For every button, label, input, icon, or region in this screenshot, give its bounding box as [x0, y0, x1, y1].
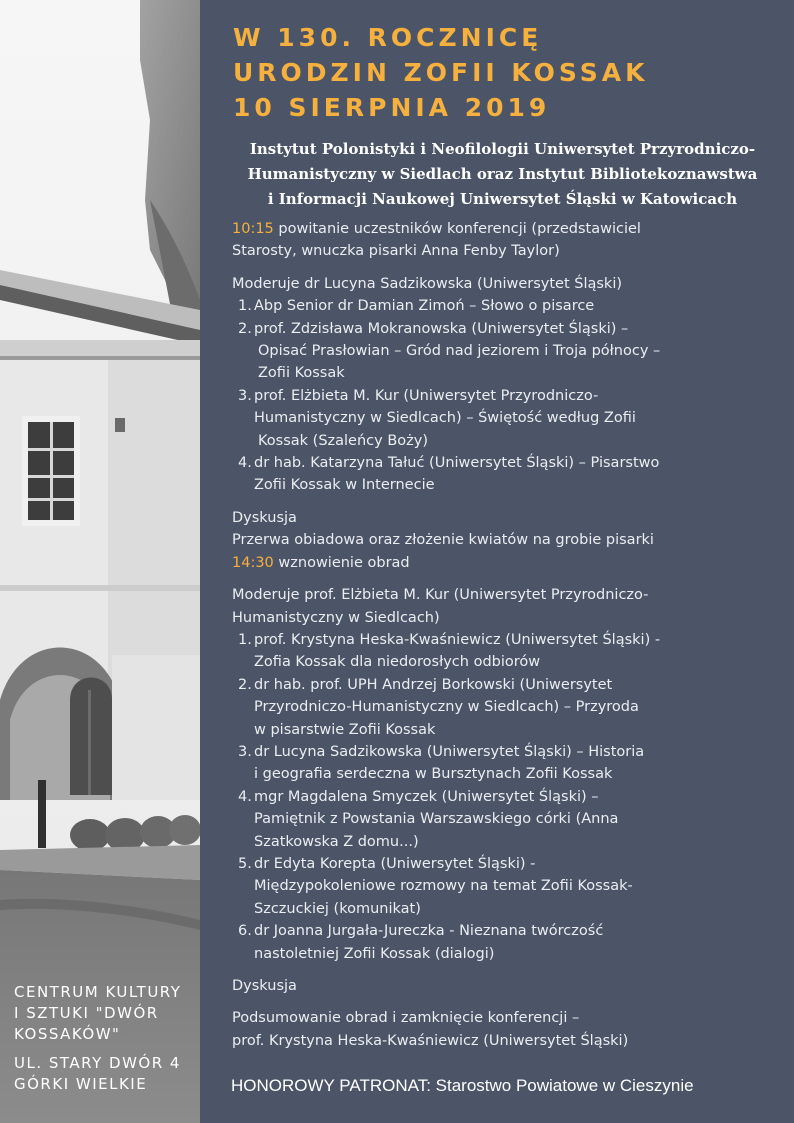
venue-caption — [14, 982, 181, 1095]
resume-text: wznowienie obrad — [273, 554, 410, 571]
session1-moderator: Moderuje dr Lucyna Sadzikowska (Uniwersytet Śląski) — [232, 275, 622, 292]
organizers — [230, 137, 775, 212]
opening-text: Starosty, wnuczka pisarki Anna Fenby Taylor) — [232, 243, 560, 260]
discussion-label: Dyskusja — [232, 509, 297, 526]
program-body — [232, 218, 777, 1052]
lunch-break: Przerwa obiadowa oraz złożenie kwiatów na grobie pisarki — [232, 532, 654, 549]
organizers-line: Instytut Polonistyki i Neofilologii Uniwersytet Przyrodniczo- — [249, 140, 756, 158]
title-line: URODZIN ZOFII KOSSAK — [233, 58, 649, 87]
session1-list — [232, 295, 777, 497]
list-item: 2. prof. Zdzisława Mokranowska (Uniwersytet Śląski) – Opisać Prasłowian – Gród nad jeziorem i Troja północy – Zofii Kossak — [238, 320, 661, 382]
opening-block — [232, 218, 777, 263]
opening-text: powitanie uczestników konferencji (przedstawiciel — [273, 221, 641, 237]
venue-line: CENTRUM KULTURY — [14, 983, 182, 1001]
title-line: 10 SIERPNIA 2019 — [233, 93, 551, 122]
page-title — [233, 20, 649, 125]
list-item: 5. dr Edyta Korepta (Uniwersytet Śląski) - Międzypokoleniowe rozmowy na temat Zofii Kossak- Szczuckiej (komunikat) — [238, 855, 633, 917]
title-line: W 130. ROCZNICĘ — [233, 23, 543, 52]
organizers-line: i Informacji Naukowej Uniwersytet Śląski w Katowicach — [267, 190, 738, 208]
venue-line: I SZTUKI "DWÓR — [14, 1004, 159, 1022]
venue-line: KOSSAKÓW" — [14, 1025, 121, 1043]
discussion-label: Dyskusja — [232, 978, 297, 994]
session2-list — [232, 629, 777, 965]
patronage: HONOROWY PATRONAT: Starostwo Powiatowe w Cieszynie — [231, 1076, 694, 1095]
closing-block: Podsumowanie obrad i zamknięcie konferencji – prof. Krystyna Heska-Kwaśniewicz (Uniwersytet Śląski) — [232, 1010, 629, 1049]
resume-block — [232, 552, 777, 574]
list-item: 6. dr Joanna Jurgała-Jureczka - Nieznana twórczość nastoletniej Zofii Kossak (dialogi) — [238, 923, 604, 962]
address-line: GÓRKI WIELKIE — [14, 1075, 148, 1093]
program-panel — [200, 0, 794, 1123]
resume-time: 14:30 — [232, 554, 274, 571]
session2-moderator: Moderuje prof. Elżbieta M. Kur (Uniwersytet Przyrodniczo- Humanistyczny w Siedlcach) — [232, 587, 649, 626]
organizers-line: Humanistyczny w Siedlach oraz Instytut Bibliotekoznawstwa — [247, 165, 758, 183]
venue-address — [14, 1053, 181, 1095]
opening-time: 10:15 — [232, 221, 274, 237]
list-item: 3. dr Lucyna Sadzikowska (Uniwersytet Śląski) – Historia i geografia serdeczna w Bursztynach Zofii Kossak — [238, 743, 645, 783]
list-item: 1. prof. Krystyna Heska-Kwaśniewicz (Uniwersytet Śląski) - Zofia Kossak dla niedorosłych odbiorów — [238, 631, 661, 671]
list-item: 4. mgr Magdalena Smyczek (Uniwersytet Śląski) – Pamiętnik z Powstania Warszawskiego córki (Anna Szatkowska Z domu...) — [238, 788, 619, 850]
list-item: 4. dr hab. Katarzyna Tałuć (Uniwersytet Śląski) – Pisarstwo Zofii Kossak w Internecie — [238, 455, 660, 494]
list-item: 3. prof. Elżbieta M. Kur (Uniwersytet Przyrodniczo- Humanistyczny w Siedlcach) – Świętość według Zofii Kossak (Szaleńcy Boży) — [238, 387, 636, 449]
list-item: 2. dr hab. prof. UPH Andrzej Borkowski (Uniwersytet Przyrodniczo-Humanistyczny w Siedlcach) – Przyroda w pisarstwie Zofii Kossak — [238, 676, 639, 738]
manor-illustration — [0, 0, 200, 1123]
list-item: 1. Abp Senior dr Damian Zimoń – Słowo o pisarce — [238, 298, 595, 315]
manor-photo — [0, 0, 200, 1123]
address-line: UL. STARY DWÓR 4 — [14, 1054, 181, 1072]
